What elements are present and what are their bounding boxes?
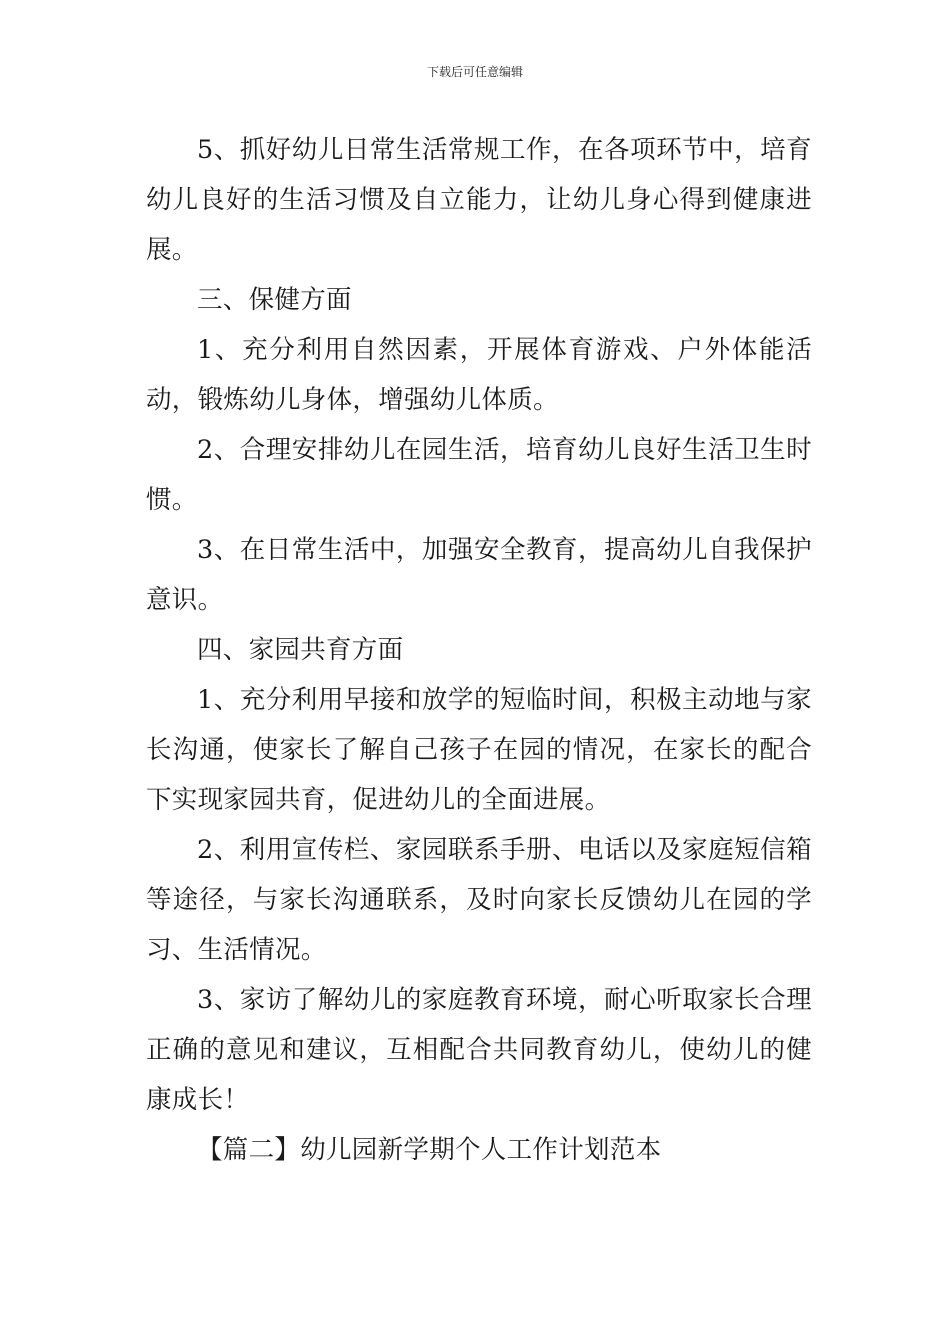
- paragraph-home-school-2: 2、利用宣传栏、家园联系手册、电话以及家庭短信箱等途径，与家长沟通联系，及时向家长反馈幼儿在园的学习、生活情况。: [146, 835, 812, 965]
- section-heading-health: 三、保健方面: [197, 285, 352, 315]
- paragraph-home-school-1: 1、充分利用早接和放学的短临时间，积极主动地与家长沟通，使家长了解自己孩子在园的情况，在家长的配合下实现家园共育，促进幼儿的全面进展。: [146, 685, 812, 815]
- paragraph-home-school-3: 3、家访了解幼儿的家庭教育环境，耐心听取家长合理正确的意见和建议，互相配合共同教育幼儿，使幼儿的健康成长！: [146, 985, 812, 1115]
- page-header-note: 下载后可任意编辑: [426, 65, 523, 79]
- paragraph-health-1: 1、充分利用自然因素，开展体育游戏、户外体能活动，锻炼幼儿身体，增强幼儿体质。: [146, 335, 812, 415]
- section-heading-home-school: 四、家园共育方面: [197, 635, 404, 665]
- paragraph-health-3: 3、在日常生活中，加强安全教育，提高幼儿自我保护意识。: [146, 535, 812, 615]
- paragraph-daily-routine: 5、抓好幼儿日常生活常规工作，在各项环节中，培育幼儿良好的生活习惯及自立能力，让幼儿身心得到健康进展。: [146, 135, 812, 265]
- paragraph-health-2: 2、合理安排幼儿在园生活，培育幼儿良好生活卫生时惯。: [146, 435, 812, 515]
- document-body: [146, 125, 812, 1175]
- article-two-title: 【篇二】幼儿园新学期个人工作计划范本: [197, 1135, 662, 1165]
